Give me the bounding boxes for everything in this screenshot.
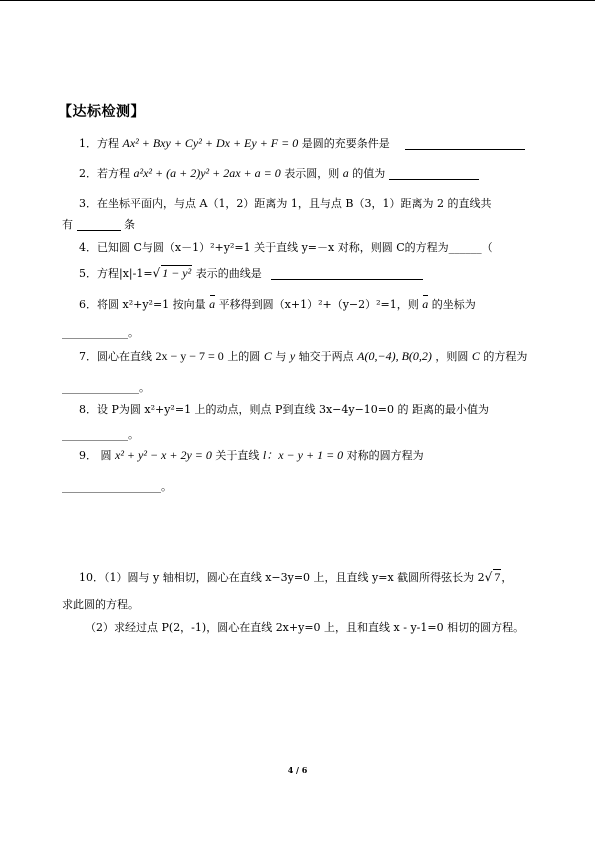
q1-equation: Ax² + Bxy + Cy² + Dx + Ey + F = 0 <box>122 136 299 150</box>
q8-answer-line[interactable]: ____________。 <box>62 428 139 441</box>
question-3-line-1: 3．在坐标平面内，与点 A（1，2）距离为 1，且与点 B（3，1）距离为 2 的直线共 <box>79 197 492 210</box>
q5-number: 5．方程|x|-1= <box>79 267 153 280</box>
q2-answer-blank[interactable] <box>389 167 479 180</box>
q7-line-equation: 2x − y − 7 = 0 <box>155 349 224 363</box>
question-4: 4．已知圆 C与圆（x－1）²+y²=1 关于直线 y=－x 对称，则圆 C的方程为______（ <box>79 241 493 254</box>
question-10-line-2: 求此圆的方程。 <box>62 598 139 611</box>
q2-equation: a²x² + (a + 2)y² + 2ax + a = 0 <box>133 166 281 180</box>
q1-number: 1．方程 <box>79 137 119 150</box>
question-5: 5．方程|x|-1=√ 1 − y² 表示的曲线是 <box>79 265 423 281</box>
q6-answer-line[interactable]: ____________。 <box>62 326 139 339</box>
q7-y: y <box>289 349 296 363</box>
q6-text-2: 平移得到圆（x+1）²+（y−2）²=1，则 <box>218 298 419 311</box>
question-7 <box>79 349 527 364</box>
q3-answer-blank[interactable] <box>77 218 121 231</box>
q9-number: 9． 圆 <box>79 449 112 462</box>
section-heading: 【达标检测】 <box>58 104 145 120</box>
question-3-line-2 <box>62 218 135 232</box>
q7-text-5: ，则圆 <box>435 350 469 363</box>
q5-text: 表示的曲线是 <box>195 267 262 280</box>
q9-answer-line[interactable]: __________________。 <box>62 480 172 493</box>
q5-answer-blank[interactable] <box>271 267 423 280</box>
q6-text-1: 6．将圆 x²+y²=1 按向量 <box>79 298 206 311</box>
q10-comma: ， <box>501 571 513 584</box>
q7-text-4: 轴交于两点 <box>298 350 354 363</box>
page-number: 4 / 6 <box>287 765 308 775</box>
q3-text-b: 条 <box>124 218 135 231</box>
q9-text-1: 关于直线 <box>215 449 260 462</box>
q7-answer-line[interactable]: ______________。 <box>62 381 150 394</box>
q6-text-3: 的坐标为 <box>431 298 476 311</box>
question-6 <box>79 297 476 312</box>
q7-text-3: 与 <box>275 350 287 363</box>
question-2 <box>79 166 479 181</box>
q2-variable: a <box>342 166 349 180</box>
q2-text-2: 的值为 <box>352 167 386 180</box>
q9-circle-equation: x² + y² − x + 2y = 0 <box>115 448 212 462</box>
q9-line-equation: l：x − y + 1 = 0 <box>262 448 344 462</box>
question-8: 8．设 P为圆 x²+y²=1 上的动点，则点 P到直线 3x−4y−10=0 的 距离的最小值为 <box>79 403 490 416</box>
q7-text-2: 上的圆 <box>227 350 261 363</box>
q7-text-6: 的方程为 <box>483 350 528 363</box>
q6-vector-a-2: a <box>422 297 429 311</box>
q2-text: 表示圆，则 <box>284 167 340 180</box>
q1-text: 是圆的充要条件是 <box>301 137 390 150</box>
q7-text-1: 7．圆心在直线 <box>79 350 152 363</box>
q6-vector-a: a <box>209 297 216 311</box>
q3-text-a: 有 <box>62 218 73 231</box>
q7-points: A(0,−4), B(0,2) <box>357 349 432 363</box>
question-10-line-3: （2）求经过点 P(2，-1)，圆心在直线 2x+y=0 上，且和直线 x - y-1=0 相切的圆方程。 <box>85 621 525 634</box>
top-border <box>0 0 595 1</box>
q10-text-1: 10．（1）圆与 y 轴相切，圆心在直线 x−3y=0 上，且直线 y=x 截圆所得弦长为 2 <box>79 571 485 584</box>
q1-answer-blank[interactable] <box>405 137 525 150</box>
question-10-line-1: 10．（1）圆与 y 轴相切，圆心在直线 x−3y=0 上，且直线 y=x 截圆所得弦长为 2√ 7， <box>79 570 513 584</box>
question-9 <box>79 448 424 463</box>
q9-text-2: 对称的圆方程为 <box>346 449 424 462</box>
q10-sqrt: 7 <box>494 570 501 584</box>
question-1 <box>79 136 525 151</box>
q2-number: 2．若方程 <box>79 167 130 180</box>
q7-circle-c-2: C <box>471 349 480 363</box>
q7-circle-c: C <box>263 349 272 363</box>
q5-sqrt: 1 − y² <box>162 266 192 280</box>
